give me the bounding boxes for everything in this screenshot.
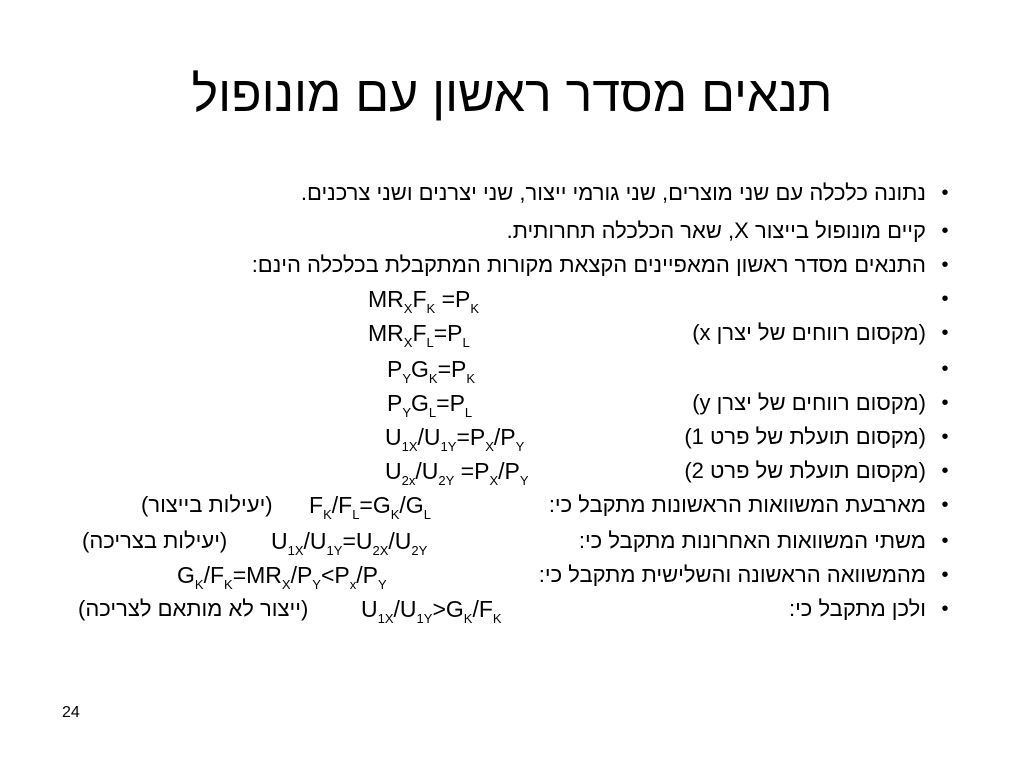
formula-subscript: X: [281, 577, 291, 592]
formula-subscript: L: [352, 507, 360, 522]
bullet-dot-icon: •: [941, 358, 949, 380]
formula-subscript: K: [426, 301, 436, 316]
bullet-item: [60, 352, 949, 386]
formula-subscript: K: [470, 301, 480, 316]
formula-subscript: 1Y: [416, 611, 433, 626]
formula-subscript: K: [492, 611, 502, 626]
formula: $U_{2x}/U_{2Y} =P_X/P_Y$: [385, 458, 529, 488]
bullet-text: (מקסום תועלת של פרט 1): [684, 424, 926, 449]
bullet-text: ולכן מתקבל כי:: [788, 596, 926, 621]
formula-subscript: K: [323, 507, 332, 522]
bullet-text: קיים מונופול בייצור X, שאר הכלכלה תחרותית.: [506, 218, 926, 243]
formula-subscript: K: [390, 507, 400, 522]
bullet-item: [60, 176, 949, 210]
formula-subscript: 2x: [401, 473, 416, 488]
formula-subscript: L: [428, 405, 437, 420]
bullet-item: [60, 248, 949, 282]
bullet-suffix: (יעילות בצריכה): [82, 528, 228, 553]
formula-subscript: x: [349, 577, 357, 592]
bullet-dot-icon: •: [941, 598, 949, 620]
formula-subscript: 1Y: [440, 439, 457, 454]
bullet-item: [60, 524, 949, 558]
formula-subscript: X: [489, 473, 499, 488]
bullet-text: משתי המשוואות האחרונות מתקבל כי:: [578, 528, 926, 553]
bullet-item: [60, 558, 949, 592]
formula-subscript: Y: [519, 473, 529, 488]
formula-subscript: 2X: [372, 543, 389, 558]
bullet-dot-icon: •: [941, 530, 949, 552]
bullet-text: התנאים מסדר ראשון המאפיינים הקצאת מקורות המתקבלת בכלכלה הינם:: [251, 252, 926, 277]
formula-subscript: Y: [515, 439, 525, 454]
formula-subscript: K: [224, 577, 233, 592]
formula-subscript: 1Y: [326, 543, 343, 558]
bullet-suffix: (ייצור לא מותאם לצריכה): [78, 596, 309, 621]
formula-subscript: K: [428, 371, 438, 386]
bullet-dot-icon: •: [941, 392, 949, 414]
formula: $U_{1X}/U_{1Y}>G_K/F_K$: [361, 596, 502, 626]
bullet-item: [60, 316, 949, 350]
bullet-text: (מקסום רווחים של יצרן y): [692, 390, 926, 415]
bullet-item: [60, 420, 949, 454]
formula-subscript: 2Y: [411, 543, 428, 558]
formula-subscript: 1X: [377, 611, 394, 626]
formula-subscript: 1X: [287, 543, 304, 558]
formula: $MR_XF_L=P_L$: [368, 320, 470, 350]
bullet-text: (מקסום תועלת של פרט 2): [684, 458, 926, 483]
bullet-item: [60, 214, 949, 248]
bullet-suffix: (יעילות בייצור): [141, 492, 273, 517]
formula: $U_{1X}/U_{1Y}=P_X/P_Y$: [385, 424, 525, 454]
bullet-item: [60, 386, 949, 420]
bullet-dot-icon: •: [941, 460, 949, 482]
bullet-dot-icon: •: [941, 494, 949, 516]
formula-subscript: L: [462, 335, 470, 350]
formula-subscript: L: [464, 405, 473, 420]
formula: $U_{1X}/U_{1Y}=U_{2X}/U_{2Y}$: [271, 528, 428, 558]
formula-subscript: 2Y: [438, 473, 455, 488]
formula-subscript: Y: [402, 371, 412, 386]
formula-subscript: Y: [402, 405, 412, 420]
formula: $P_YG_K=P_K$: [387, 356, 476, 386]
bullet-dot-icon: •: [941, 322, 949, 344]
page-number: 24: [62, 704, 80, 721]
bullet-dot-icon: •: [941, 564, 949, 586]
bullet-text: נתונה כלכלה עם שני מוצרים, שני גורמי ייצור, שני יצרנים ושני צרכנים.: [300, 180, 926, 205]
formula-subscript: X: [403, 335, 413, 350]
bullet-item: [60, 592, 949, 626]
bullet-text: מארבעת המשוואות הראשונות מתקבל כי:: [548, 492, 926, 517]
bullet-text: מהמשוואה הראשונה והשלישית מתקבל כי:: [538, 562, 926, 587]
slide-title: תנאים מסדר ראשון עם מונופול: [191, 66, 833, 122]
formula: $P_YG_L=P_L$: [387, 390, 473, 420]
bullet-dot-icon: •: [941, 426, 949, 448]
bullet-text: (מקסום רווחים של יצרן x): [692, 320, 926, 345]
formula-subscript: K: [463, 611, 473, 626]
formula-subscript: L: [423, 507, 431, 522]
bullet-item: [60, 454, 949, 488]
bullet-dot-icon: •: [941, 182, 949, 204]
bullet-dot-icon: •: [941, 254, 949, 276]
bullet-dot-icon: •: [941, 288, 949, 310]
bullet-item: [60, 488, 949, 522]
formula-subscript: X: [485, 439, 494, 454]
formula-subscript: K: [466, 371, 476, 386]
formula-subscript: 1X: [401, 439, 418, 454]
formula-subscript: Y: [312, 577, 321, 592]
formula-subscript: X: [403, 301, 413, 316]
formula-subscript: K: [194, 577, 204, 592]
formula: $G_K/F_K=MR_X/P_Y<P_x/P_Y$: [177, 562, 387, 592]
formula-subscript: Y: [377, 577, 387, 592]
formula: $F_K/F_L=G_K/G_L$: [309, 492, 431, 522]
formula-subscript: L: [426, 335, 434, 350]
formula: $MR_XF_K =P_K$: [368, 286, 480, 316]
bullet-item: [60, 282, 949, 316]
bullet-dot-icon: •: [941, 220, 949, 242]
